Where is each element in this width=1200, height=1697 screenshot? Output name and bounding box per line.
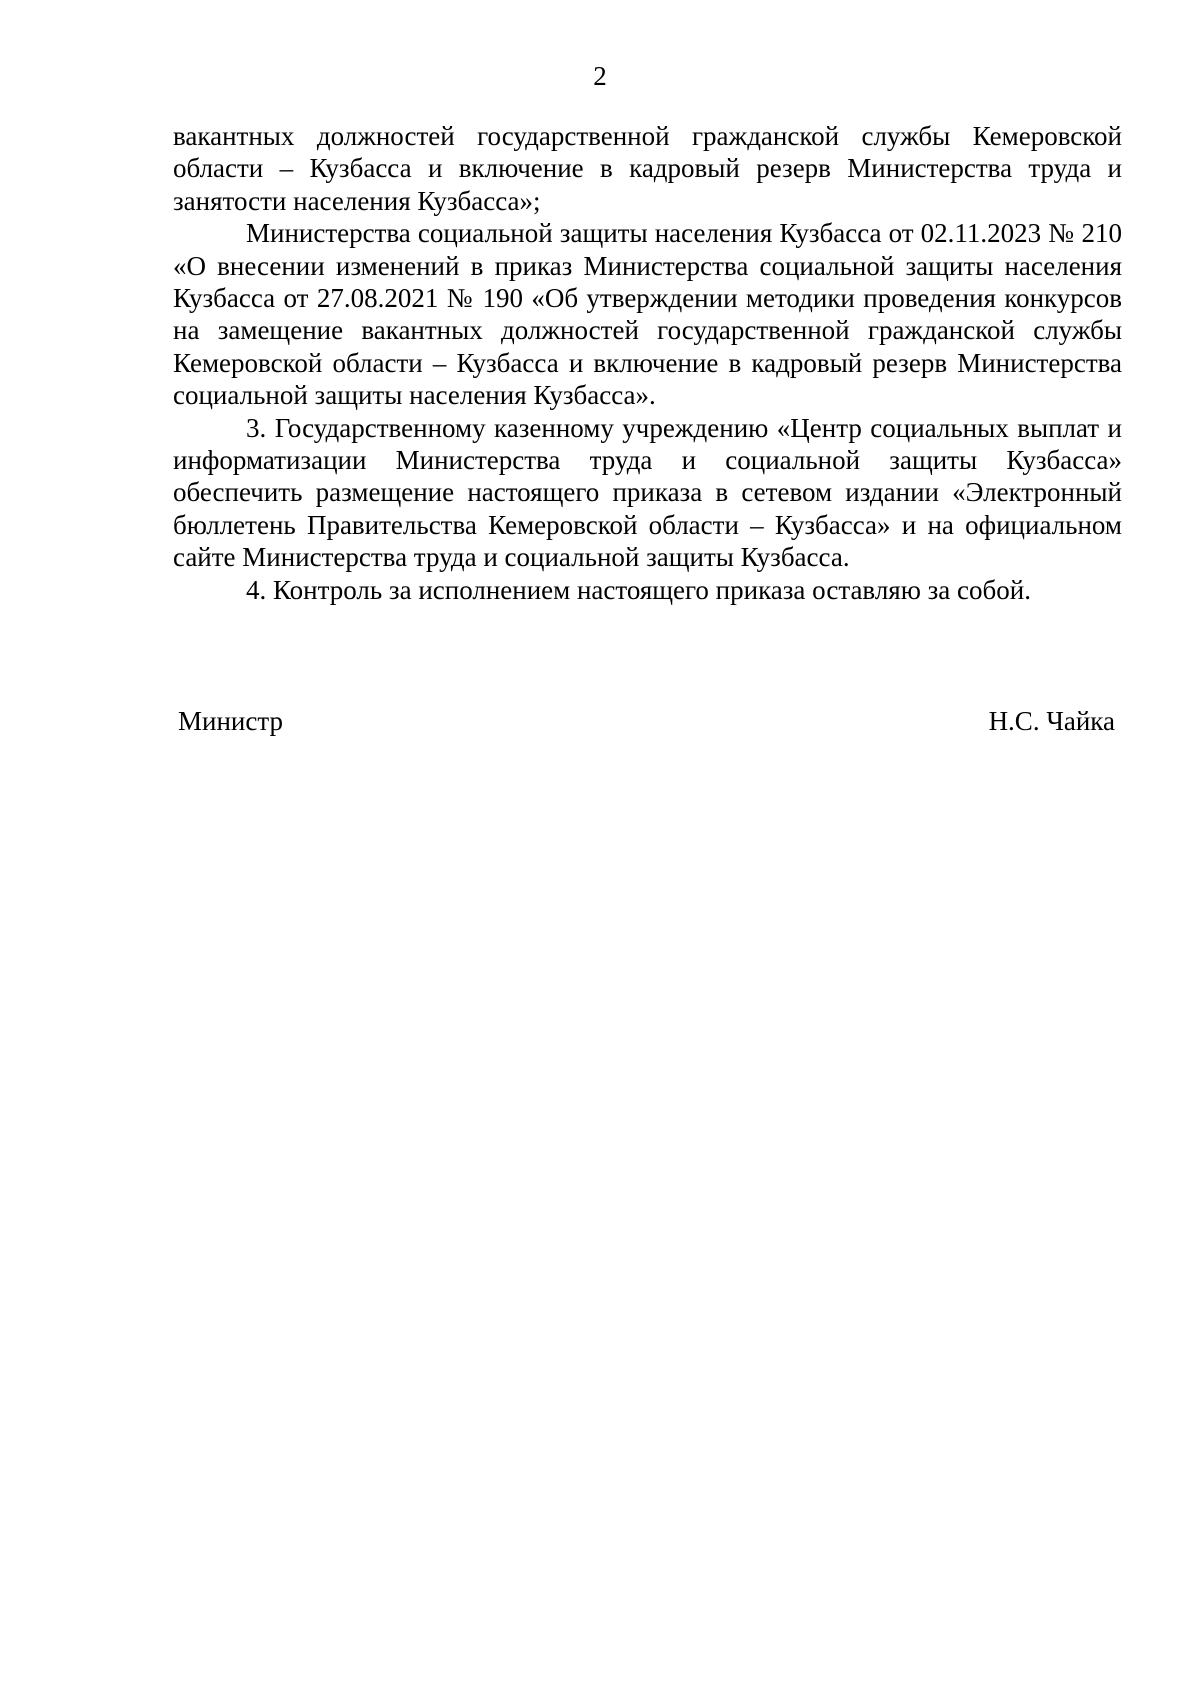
signatory-title: Министр (178, 706, 283, 736)
document-body (173, 120, 1122, 606)
page-number: 2 (593, 61, 607, 91)
paragraph-item-3: 3. Государственному казенному учреждению «Центр социальных выплат и информатизации Министерства труда и социальной защиты Кузбасса» обеспечить размещение настоящего приказа в сетевом издании «Электронный бюллетень Правительства Кемеровской области – Кузбасса» и на официальном сайте Министерства труда и социальной защиты Кузбасса. (173, 412, 1122, 573)
signatory-name: Н.С. Чайка (988, 706, 1115, 736)
paragraph-item-4: 4. Контроль за исполнением настоящего приказа оставляю за собой. (246, 574, 1031, 605)
paragraph-ministry-social-protection: Министерства социальной защиты населения Кузбасса от 02.11.2023 № 210 «О внесении изменений в приказ Министерства социальной защиты населения Кузбасса от 27.08.2021 № 190 «Об утверждении методики проведения конкурсов на замещение вакантных должностей государственной гражданской службы Кемеровской области – Кузбасса и включение в кадровый резерв Министерства социальной защиты населения Кузбасса». (173, 218, 1122, 411)
signature-block (178, 705, 1115, 737)
paragraph-continuation: вакантных должностей государственной гражданской службы Кемеровской области – Кузбасса и включение в кадровый резерв Министерства труда и занятости населения Кузбасса»; (173, 121, 1122, 216)
